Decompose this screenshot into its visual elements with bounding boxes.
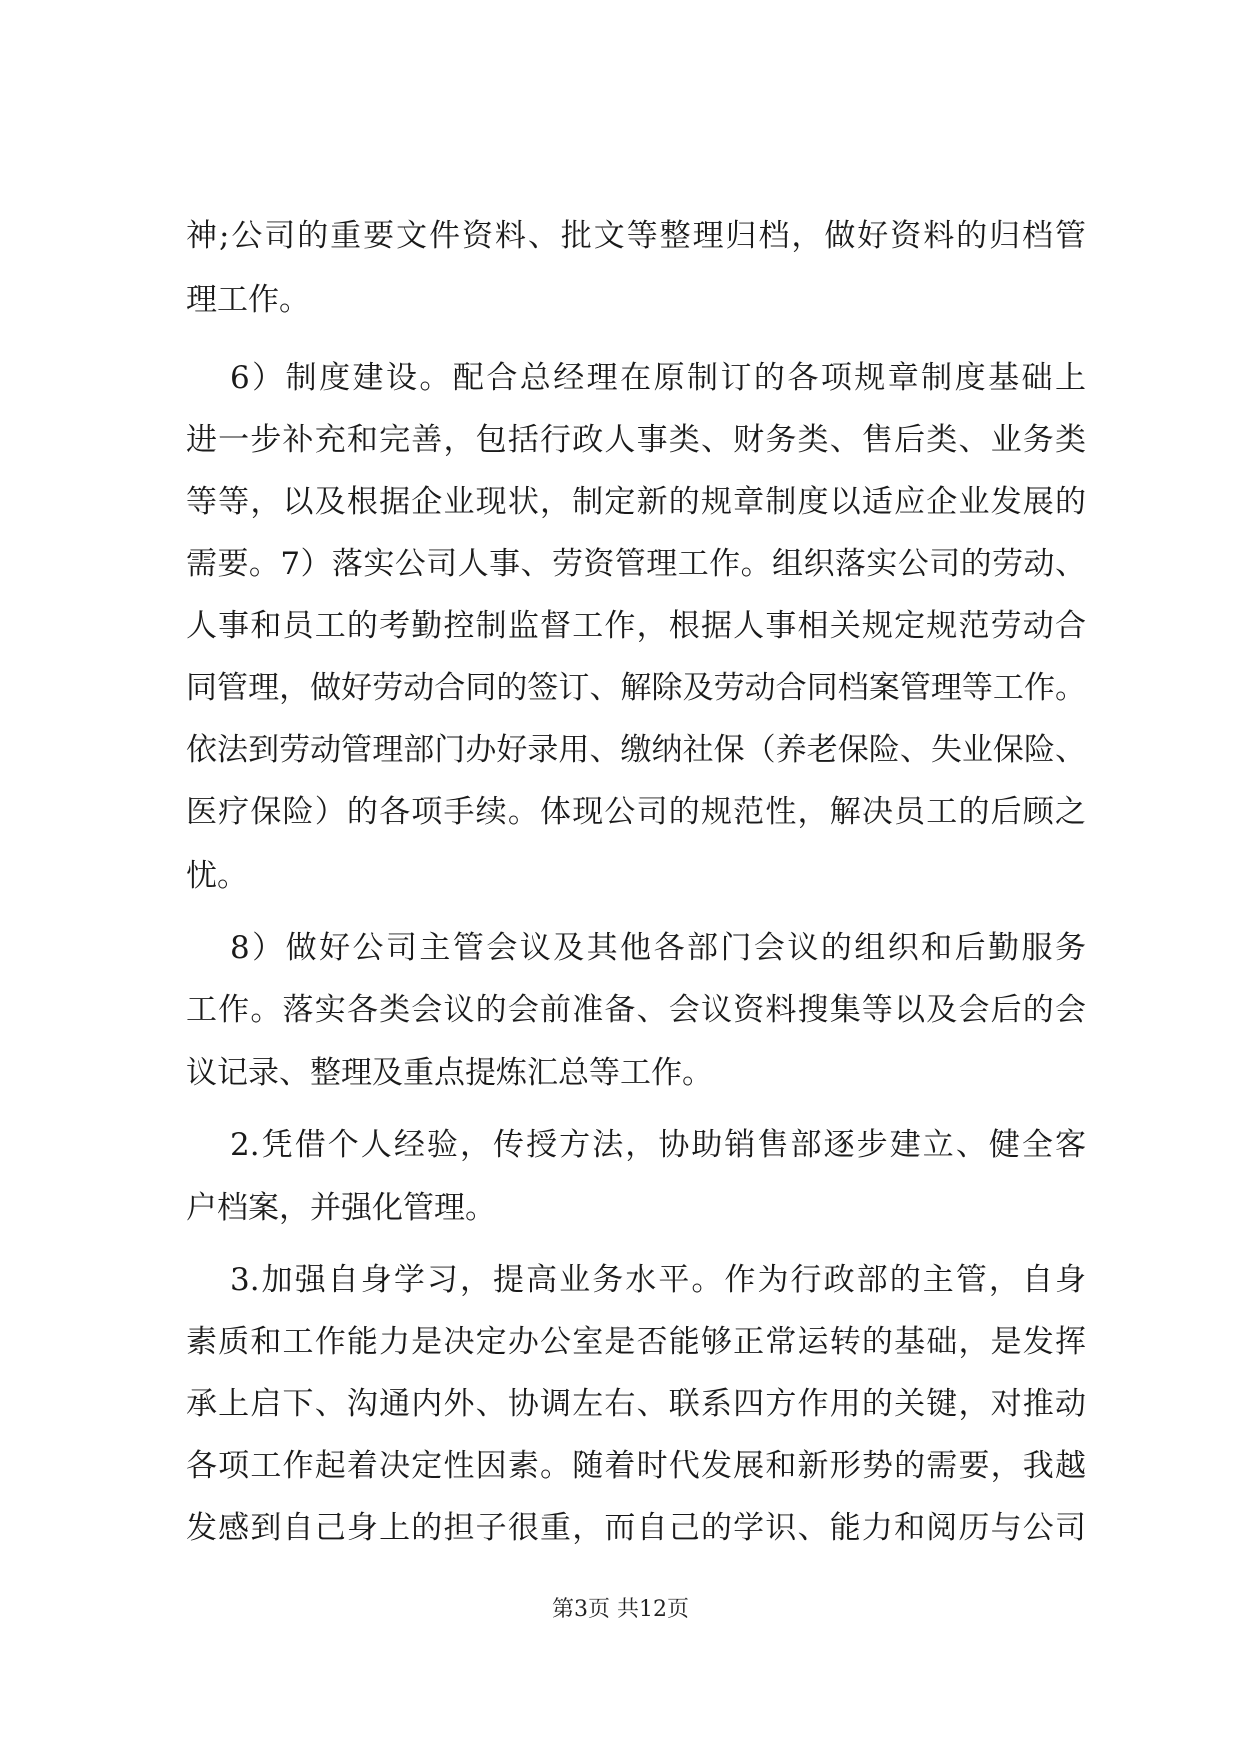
text-line-1: 神;公司的重要文件资料、批文等整理归档，做好资料的归档管 xyxy=(186,218,1086,254)
text-line-7: 人事和员工的考勤控制监督工作，根据人事相关规定规范劳动合 xyxy=(186,608,1086,644)
text-line-15: 2.凭借个人经验，传授方法，协助销售部逐步建立、健全客 xyxy=(230,1127,1086,1163)
text-line-11: 忧。 xyxy=(186,858,248,894)
text-line-19: 承上启下、沟通内外、协调左右、联系四方作用的关键，对推动 xyxy=(186,1386,1086,1422)
text-line-12: 8）做好公司主管会议及其他各部门会议的组织和后勤服务 xyxy=(230,930,1086,966)
text-line-3: 6）制度建设。配合总经理在原制订的各项规章制度基础上 xyxy=(230,360,1086,396)
text-line-2: 理工作。 xyxy=(186,282,310,318)
text-line-21: 发感到自己身上的担子很重，而自己的学识、能力和阅历与公司 xyxy=(186,1510,1086,1546)
text-line-18: 素质和工作能力是决定办公室是否能够正常运转的基础，是发挥 xyxy=(186,1324,1086,1360)
text-line-8: 同管理，做好劳动合同的签订、解除及劳动合同档案管理等工作。 xyxy=(186,670,1086,706)
text-line-20: 各项工作起着决定性因素。随着时代发展和新形势的需要，我越 xyxy=(186,1448,1086,1484)
text-line-5: 等等，以及根据企业现状，制定新的规章制度以适应企业发展的 xyxy=(186,484,1086,520)
text-line-9: 依法到劳动管理部门办好录用、缴纳社保（养老保险、失业保险、 xyxy=(186,732,1086,768)
text-line-17: 3.加强自身学习，提高业务水平。作为行政部的主管，自身 xyxy=(230,1262,1086,1298)
text-line-10: 医疗保险）的各项手续。体现公司的规范性，解决员工的后顾之 xyxy=(186,794,1086,830)
page-number-footer: 第3页 共12页 xyxy=(552,1597,689,1622)
text-line-6: 需要。7）落实公司人事、劳资管理工作。组织落实公司的劳动、 xyxy=(186,546,1086,582)
text-line-14: 议记录、整理及重点提炼汇总等工作。 xyxy=(186,1055,713,1091)
text-line-13: 工作。落实各类会议的会前准备、会议资料搜集等以及会后的会 xyxy=(186,992,1086,1028)
text-line-4: 进一步补充和完善，包括行政人事类、财务类、售后类、业务类 xyxy=(186,422,1086,458)
text-line-16: 户档案，并强化管理。 xyxy=(186,1190,496,1226)
